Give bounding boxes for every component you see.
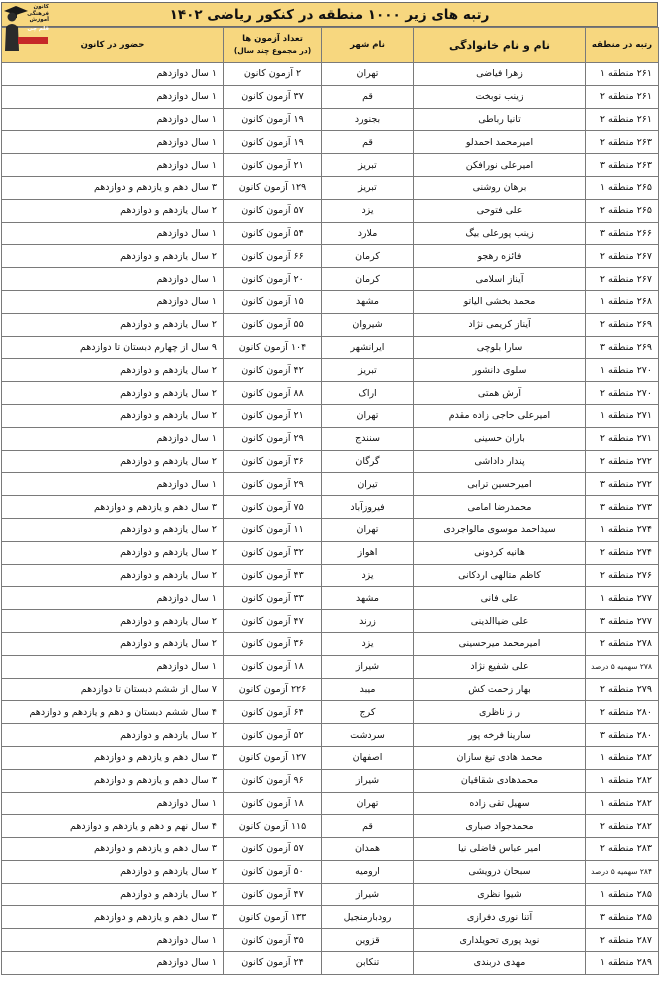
table-row (2, 176, 659, 199)
count-cell: ۴۷ آزمون کانون (224, 610, 322, 633)
name-cell: مهدی دربندی (414, 952, 586, 975)
count-cell: ۵۰ آزمون کانون (224, 860, 322, 883)
rank-cell: ۲۶۱ منطقه ۲ (586, 108, 659, 131)
city-cell: فیروزآباد (322, 496, 414, 519)
table-row (2, 154, 659, 177)
count-cell: ۵۲ آزمون کانون (224, 724, 322, 747)
city-cell: ملارد (322, 222, 414, 245)
rank-cell: ۲۷۰ منطقه ۲ (586, 382, 659, 405)
name-cell: شیوا نظری (414, 883, 586, 906)
count-cell: ۱۰۴ آزمون کانون (224, 336, 322, 359)
city-cell: تیران (322, 473, 414, 496)
attend-cell: ۱ سال دوازدهم (2, 427, 224, 450)
name-cell: نوید پوری تحویلداری (414, 929, 586, 952)
rank-cell: ۲۷۱ منطقه ۱ (586, 404, 659, 427)
rank-cell: ۲۸۷ منطقه ۲ (586, 929, 659, 952)
rank-cell: ۲۶۸ منطقه ۱ (586, 290, 659, 313)
city-cell: تهران (322, 792, 414, 815)
attend-cell: ۳ سال دهم و یازدهم و دوازدهم (2, 906, 224, 929)
attend-cell: ۱ سال دوازدهم (2, 154, 224, 177)
city-cell: یزد (322, 564, 414, 587)
table-row (2, 952, 659, 975)
city-cell: ارومیه (322, 860, 414, 883)
rank-cell: ۲۶۹ منطقه ۲ (586, 313, 659, 336)
header-attend: حضور در کانون (2, 28, 224, 63)
count-cell: ۱۹ آزمون کانون (224, 108, 322, 131)
table-row (2, 929, 659, 952)
table-row (2, 564, 659, 587)
table-row (2, 678, 659, 701)
city-cell: تهران (322, 63, 414, 86)
rank-cell: ۲۶۵ منطقه ۲ (586, 199, 659, 222)
count-cell: ۶۶ آزمون کانون (224, 245, 322, 268)
city-cell: همدان (322, 838, 414, 861)
rank-cell: ۲۸۰ منطقه ۲ (586, 701, 659, 724)
table-row (2, 108, 659, 131)
count-cell: ۱۸ آزمون کانون (224, 792, 322, 815)
city-cell: شیروان (322, 313, 414, 336)
rank-cell: ۲۷۷ منطقه ۳ (586, 610, 659, 633)
attend-cell: ۲ سال یازدهم و دوازدهم (2, 313, 224, 336)
name-cell: علی فتوحی (414, 199, 586, 222)
rank-cell: ۲۷۸ منطقه ۲ (586, 632, 659, 655)
count-cell: ۵۷ آزمون کانون (224, 199, 322, 222)
table-row (2, 336, 659, 359)
attend-cell: ۲ سال یازدهم و دوازدهم (2, 860, 224, 883)
city-cell: تبریز (322, 154, 414, 177)
table-row (2, 860, 659, 883)
table-row (2, 63, 659, 86)
attend-cell: ۲ سال یازدهم و دوازدهم (2, 199, 224, 222)
rank-cell: ۲۷۸ سهمیه ۵ درصد (586, 655, 659, 678)
city-cell: اصفهان (322, 746, 414, 769)
table-row (2, 473, 659, 496)
name-cell: علی ضیاالدینی (414, 610, 586, 633)
table-row (2, 313, 659, 336)
table-row (2, 404, 659, 427)
table-row (2, 632, 659, 655)
count-cell: ۲۰ آزمون کانون (224, 268, 322, 291)
count-cell: ۴۳ آزمون کانون (224, 564, 322, 587)
rank-cell: ۲۷۰ منطقه ۱ (586, 359, 659, 382)
name-cell: سیداحمد موسوی مالواجردی (414, 518, 586, 541)
table-row (2, 883, 659, 906)
name-cell: پندار داداشی (414, 450, 586, 473)
rank-cell: ۲۶۹ منطقه ۳ (586, 336, 659, 359)
count-cell: ۵۵ آزمون کانون (224, 313, 322, 336)
name-cell: برهان روشنی (414, 176, 586, 199)
name-cell: علی فانی (414, 587, 586, 610)
attend-cell: ۲ سال یازدهم و دوازدهم (2, 564, 224, 587)
table-row (2, 701, 659, 724)
name-cell: سارینا فرخه پور (414, 724, 586, 747)
table-row (2, 906, 659, 929)
rank-cell: ۲۷۲ منطقه ۲ (586, 450, 659, 473)
table-body (2, 63, 659, 975)
table-row (2, 815, 659, 838)
name-cell: آتنا نوری دفرازی (414, 906, 586, 929)
name-cell: محمد بخشی الیاتو (414, 290, 586, 313)
name-cell: امیرمحمد احمدلو (414, 131, 586, 154)
table-header-row (2, 28, 659, 63)
count-cell: ۲۲۶ آزمون کانون (224, 678, 322, 701)
attend-cell: ۲ سال یازدهم و دوازدهم (2, 883, 224, 906)
name-cell: باران حسینی (414, 427, 586, 450)
rank-cell: ۲۶۱ منطقه ۲ (586, 85, 659, 108)
attend-cell: ۲ سال یازدهم و دوازدهم (2, 632, 224, 655)
rank-cell: ۲۶۷ منطقه ۲ (586, 245, 659, 268)
city-cell: قم (322, 815, 414, 838)
name-cell: محمد هادی تیغ سازان (414, 746, 586, 769)
attend-cell: ۳ سال دهم و یازدهم و دوازدهم (2, 176, 224, 199)
name-cell: آرش همتی (414, 382, 586, 405)
rank-cell: ۲۸۵ منطقه ۱ (586, 883, 659, 906)
count-cell: ۸۸ آزمون کانون (224, 382, 322, 405)
count-cell: ۱۵ آزمون کانون (224, 290, 322, 313)
rank-cell: ۲۷۷ منطقه ۱ (586, 587, 659, 610)
name-cell: محمدجواد صباری (414, 815, 586, 838)
rank-cell: ۲۷۲ منطقه ۳ (586, 473, 659, 496)
city-cell: شیراز (322, 769, 414, 792)
attend-cell: ۲ سال یازدهم و دوازدهم (2, 245, 224, 268)
table-row (2, 268, 659, 291)
attend-cell: ۴ سال نهم و دهم و یازدهم و دوازدهم (2, 815, 224, 838)
attend-cell: ۲ سال یازدهم و دوازدهم (2, 404, 224, 427)
count-cell: ۱۲۷ آزمون کانون (224, 746, 322, 769)
city-cell: میبد (322, 678, 414, 701)
name-cell: محمدهادی شقاقیان (414, 769, 586, 792)
city-cell: تهران (322, 518, 414, 541)
attend-cell: ۳ سال دهم و یازدهم و دوازدهم (2, 746, 224, 769)
city-cell: رودبارمنجیل (322, 906, 414, 929)
count-cell: ۳۵ آزمون کانون (224, 929, 322, 952)
city-cell: مشهد (322, 587, 414, 610)
table-row (2, 838, 659, 861)
attend-cell: ۳ سال دهم و یازدهم و دوازدهم (2, 838, 224, 861)
header-name: نام و نام خانوادگی (414, 28, 586, 63)
count-cell: ۱۳۳ آزمون کانون (224, 906, 322, 929)
name-cell: امیرعلی حاجی زاده مقدم (414, 404, 586, 427)
table-row (2, 290, 659, 313)
table-row (2, 541, 659, 564)
name-cell: بهار زحمت کش (414, 678, 586, 701)
table-row (2, 769, 659, 792)
count-cell: ۱۱ آزمون کانون (224, 518, 322, 541)
city-cell: قم (322, 131, 414, 154)
attend-cell: ۴ سال ششم دبستان و دهم و یازدهم و دوازدهم (2, 701, 224, 724)
attend-cell: ۱ سال دوازدهم (2, 222, 224, 245)
name-cell: آیناز کریمی نژاد (414, 313, 586, 336)
table-row (2, 199, 659, 222)
table-row (2, 85, 659, 108)
rank-cell: ۲۶۳ منطقه ۳ (586, 154, 659, 177)
attend-cell: ۷ سال از ششم دبستان تا دوازدهم (2, 678, 224, 701)
rank-cell: ۲۸۴ سهمیه ۵ درصد (586, 860, 659, 883)
count-cell: ۴۲ آزمون کانون (224, 359, 322, 382)
name-cell: آیناز اسلامی (414, 268, 586, 291)
attend-cell: ۱ سال دوازدهم (2, 108, 224, 131)
count-cell: ۳۲ آزمون کانون (224, 541, 322, 564)
name-cell: سارا بلوچی (414, 336, 586, 359)
city-cell: زرند (322, 610, 414, 633)
city-cell: قزوین (322, 929, 414, 952)
count-cell: ۷۵ آزمون کانون (224, 496, 322, 519)
table-row (2, 222, 659, 245)
attend-cell: ۱ سال دوازدهم (2, 290, 224, 313)
name-cell: تانیا رباطی (414, 108, 586, 131)
attend-cell: ۱ سال دوازدهم (2, 131, 224, 154)
logo-text: کانون فرهنگی آموزش قلم چی (27, 4, 49, 32)
city-cell: شیراز (322, 655, 414, 678)
rank-cell: ۲۷۴ منطقه ۲ (586, 541, 659, 564)
city-cell: مشهد (322, 290, 414, 313)
table-row (2, 382, 659, 405)
city-cell: ایرانشهر (322, 336, 414, 359)
attend-cell: ۱ سال دوازدهم (2, 268, 224, 291)
table-row (2, 587, 659, 610)
rank-cell: ۲۸۲ منطقه ۲ (586, 815, 659, 838)
count-cell: ۳۷ آزمون کانون (224, 85, 322, 108)
count-cell: ۲۱ آزمون کانون (224, 404, 322, 427)
attend-cell: ۱ سال دوازدهم (2, 929, 224, 952)
attend-cell: ۲ سال یازدهم و دوازدهم (2, 610, 224, 633)
rank-cell: ۲۷۴ منطقه ۱ (586, 518, 659, 541)
city-cell: سردشت (322, 724, 414, 747)
city-cell: شیراز (322, 883, 414, 906)
name-cell: سلوی دانشور (414, 359, 586, 382)
rank-cell: ۲۷۳ منطقه ۳ (586, 496, 659, 519)
name-cell: محمدرضا امامی (414, 496, 586, 519)
city-cell: تبریز (322, 359, 414, 382)
name-cell: علی شفیع نژاد (414, 655, 586, 678)
name-cell: سبحان درویشی (414, 860, 586, 883)
header-count-label: تعداد آزمون ها (242, 34, 303, 44)
count-cell: ۲۴ آزمون کانون (224, 952, 322, 975)
table-row (2, 518, 659, 541)
attend-cell: ۱ سال دوازدهم (2, 587, 224, 610)
city-cell: قم (322, 85, 414, 108)
count-cell: ۲۱ آزمون کانون (224, 154, 322, 177)
attend-cell: ۲ سال یازدهم و دوازدهم (2, 382, 224, 405)
name-cell: امیرمحمد میرحسینی (414, 632, 586, 655)
attend-cell: ۲ سال یازدهم و دوازدهم (2, 724, 224, 747)
count-cell: ۱۸ آزمون کانون (224, 655, 322, 678)
count-cell: ۴۷ آزمون کانون (224, 883, 322, 906)
count-cell: ۲۹ آزمون کانون (224, 473, 322, 496)
name-cell: ر ز ناظری (414, 701, 586, 724)
count-cell: ۲۹ آزمون کانون (224, 427, 322, 450)
attend-cell: ۳ سال دهم و یازدهم و دوازدهم (2, 496, 224, 519)
rank-cell: ۲۶۶ منطقه ۳ (586, 222, 659, 245)
city-cell: سنندج (322, 427, 414, 450)
name-cell: زینب نوبخت (414, 85, 586, 108)
rank-cell: ۲۷۶ منطقه ۲ (586, 564, 659, 587)
city-cell: گرگان (322, 450, 414, 473)
table-row (2, 724, 659, 747)
rank-cell: ۲۸۹ منطقه ۱ (586, 952, 659, 975)
table-row (2, 610, 659, 633)
page-title: رتبه های زیر ۱۰۰۰ منطقه در کنکور ریاضی ۱۴۰۲ (169, 6, 490, 23)
name-cell: سهیل تقی زاده (414, 792, 586, 815)
attend-cell: ۲ سال یازدهم و دوازدهم (2, 541, 224, 564)
table-row (2, 792, 659, 815)
city-cell: یزد (322, 199, 414, 222)
city-cell: تبریز (322, 176, 414, 199)
count-cell: ۱۱۵ آزمون کانون (224, 815, 322, 838)
count-cell: ۵۷ آزمون کانون (224, 838, 322, 861)
count-cell: ۳۳ آزمون کانون (224, 587, 322, 610)
attend-cell: ۲ سال یازدهم و دوازدهم (2, 359, 224, 382)
rank-cell: ۲۸۲ منطقه ۱ (586, 792, 659, 815)
title-bar (1, 2, 658, 27)
table-row (2, 496, 659, 519)
rank-cell: ۲۸۲ منطقه ۱ (586, 746, 659, 769)
attend-cell: ۲ سال یازدهم و دوازدهم (2, 450, 224, 473)
rank-cell: ۲۸۰ منطقه ۳ (586, 724, 659, 747)
city-cell: کرج (322, 701, 414, 724)
rank-cell: ۲۶۳ منطقه ۲ (586, 131, 659, 154)
count-cell: ۱۹ آزمون کانون (224, 131, 322, 154)
rank-cell: ۲۷۹ منطقه ۲ (586, 678, 659, 701)
city-cell: بجنورد (322, 108, 414, 131)
count-cell: ۹۶ آزمون کانون (224, 769, 322, 792)
city-cell: تنکابن (322, 952, 414, 975)
name-cell: امیرحسین ترابی (414, 473, 586, 496)
name-cell: امیرعلی نورافکن (414, 154, 586, 177)
table-row (2, 450, 659, 473)
attend-cell: ۹ سال از چهارم دبستان تا دوازدهم (2, 336, 224, 359)
table-row (2, 427, 659, 450)
city-cell: تهران (322, 404, 414, 427)
city-cell: اراک (322, 382, 414, 405)
rank-cell: ۲۶۵ منطقه ۱ (586, 176, 659, 199)
attend-cell: ۳ سال دهم و یازدهم و دوازدهم (2, 769, 224, 792)
attend-cell: ۱ سال دوازدهم (2, 952, 224, 975)
attend-cell: ۱ سال دوازدهم (2, 792, 224, 815)
name-cell: فائزه رهجو (414, 245, 586, 268)
count-cell: ۵۴ آزمون کانون (224, 222, 322, 245)
count-cell: ۳۶ آزمون کانون (224, 632, 322, 655)
kanoon-logo (2, 1, 50, 53)
attend-cell: ۱ سال دوازدهم (2, 85, 224, 108)
header-count-sub: (در مجموع چند سال) (233, 46, 312, 55)
count-cell: ۱۲۹ آزمون کانون (224, 176, 322, 199)
table-row (2, 746, 659, 769)
attend-cell: ۱ سال دوازدهم (2, 655, 224, 678)
rank-cell: ۲۸۲ منطقه ۱ (586, 769, 659, 792)
count-cell: ۲ آزمون کانون (224, 63, 322, 86)
name-cell: زینب پورعلی بیگ (414, 222, 586, 245)
rank-cell: ۲۶۷ منطقه ۲ (586, 268, 659, 291)
header-city: نام شهر (322, 28, 414, 63)
name-cell: زهرا فیاضی (414, 63, 586, 86)
rank-cell: ۲۸۵ منطقه ۳ (586, 906, 659, 929)
count-cell: ۶۴ آزمون کانون (224, 701, 322, 724)
ranking-table (1, 27, 659, 975)
rank-cell: ۲۷۱ منطقه ۲ (586, 427, 659, 450)
header-rank: رتبه در منطقه (586, 28, 659, 63)
table-row (2, 655, 659, 678)
name-cell: کاظم متالهی اردکانی (414, 564, 586, 587)
rank-cell: ۲۶۱ منطقه ۱ (586, 63, 659, 86)
rank-cell: ۲۸۳ منطقه ۲ (586, 838, 659, 861)
name-cell: امیر عباس فاضلی نیا (414, 838, 586, 861)
count-cell: ۳۶ آزمون کانون (224, 450, 322, 473)
city-cell: اهواز (322, 541, 414, 564)
name-cell: هانیه کردونی (414, 541, 586, 564)
attend-cell: ۲ سال یازدهم و دوازدهم (2, 518, 224, 541)
table-row (2, 245, 659, 268)
attend-cell: ۱ سال دوازدهم (2, 473, 224, 496)
city-cell: کرمان (322, 268, 414, 291)
attend-cell: ۱ سال دوازدهم (2, 63, 224, 86)
header-count (224, 28, 322, 63)
city-cell: کرمان (322, 245, 414, 268)
table-row (2, 359, 659, 382)
table-row (2, 131, 659, 154)
city-cell: یزد (322, 632, 414, 655)
